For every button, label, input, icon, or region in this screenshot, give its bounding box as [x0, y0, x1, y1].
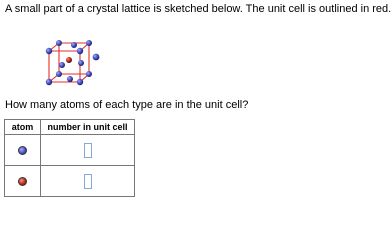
blue-atom-icon	[18, 146, 27, 155]
table-header-row	[5, 120, 135, 135]
atom-cell	[5, 166, 41, 197]
atom-column-header: atom	[5, 120, 41, 135]
red-atom-icon	[18, 177, 27, 186]
crystal-lattice-figure	[36, 35, 102, 97]
red-atom-count-input[interactable]	[84, 174, 92, 189]
blue-atom-count-input[interactable]	[84, 143, 92, 158]
red-atom-sites	[66, 57, 72, 63]
atom-cell	[5, 135, 41, 166]
question-text: How many atoms of each type are in the unit cell?	[5, 99, 249, 111]
count-column-header: number in unit cell	[41, 120, 135, 135]
problem-prompt: A small part of a crystal lattice is sketched below. The unit cell is outlined in red.	[5, 3, 391, 15]
count-cell	[41, 135, 135, 166]
count-cell	[41, 166, 135, 197]
unit-cell-table	[4, 119, 135, 197]
table-row	[5, 166, 135, 197]
table-row	[5, 135, 135, 166]
